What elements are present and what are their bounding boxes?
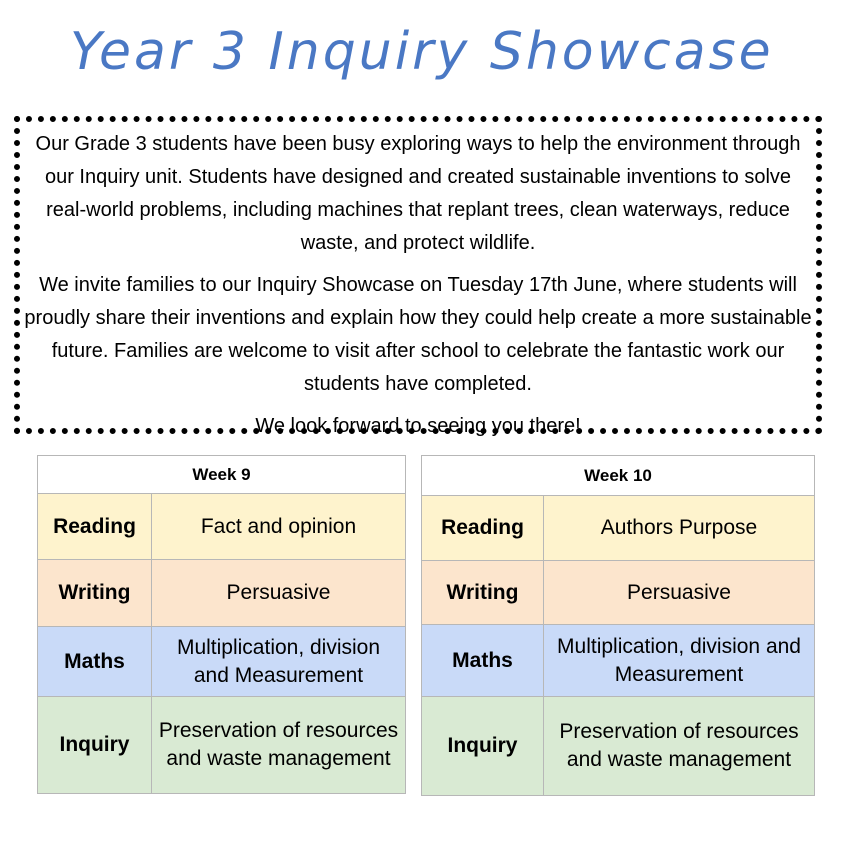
- intro-paragraph: Our Grade 3 students have been busy exploring ways to help the environment through our Inquiry unit. Students have designed and created sustainable inventions to solve real-world problems, including machines that replant trees, clean waterways, reduce waste, and protect wildlife.: [35, 133, 801, 254]
- table-row: [422, 496, 815, 561]
- subject-inquiry: Inquiry: [422, 697, 544, 796]
- table-row: [422, 561, 815, 625]
- week-9-header: Week 9: [38, 456, 406, 494]
- subject-maths: Maths: [38, 627, 152, 697]
- subject-maths: Maths: [422, 625, 544, 697]
- week-10-table: [421, 455, 815, 796]
- subject-reading: Reading: [422, 496, 544, 561]
- subject-reading: Reading: [38, 494, 152, 560]
- page-title: Year 3 Inquiry Showcase: [70, 22, 774, 82]
- topic-reading: Authors Purpose: [544, 496, 815, 561]
- topic-reading: Fact and opinion: [152, 494, 406, 560]
- topic-maths: Multiplication, division and Measurement: [544, 625, 815, 697]
- table-row: [38, 494, 406, 560]
- table-row: [38, 560, 406, 627]
- topic-writing: Persuasive: [152, 560, 406, 627]
- table-row: [38, 627, 406, 697]
- subject-writing: Writing: [38, 560, 152, 627]
- closing-paragraph: We look forward to seeing you there!: [255, 415, 581, 437]
- subject-writing: Writing: [422, 561, 544, 625]
- topic-inquiry: Preservation of resources and waste management: [152, 697, 406, 794]
- table-row: [422, 697, 815, 796]
- invite-paragraph: We invite families to our Inquiry Showcase on Tuesday 17th June, where students will proudly share their inventions and explain how they could help create a more sustainable future. Families are welcome to visit after school to celebrate the fantastic work our students have completed.: [24, 274, 812, 395]
- week-10-header: Week 10: [422, 456, 815, 496]
- topic-writing: Persuasive: [544, 561, 815, 625]
- week-9-table: [37, 455, 406, 794]
- topic-inquiry: Preservation of resources and waste management: [544, 697, 815, 796]
- intro-box: [14, 116, 822, 437]
- topic-maths: Multiplication, division and Measurement: [152, 627, 406, 697]
- table-row: [38, 697, 406, 794]
- table-row: [422, 625, 815, 697]
- subject-inquiry: Inquiry: [38, 697, 152, 794]
